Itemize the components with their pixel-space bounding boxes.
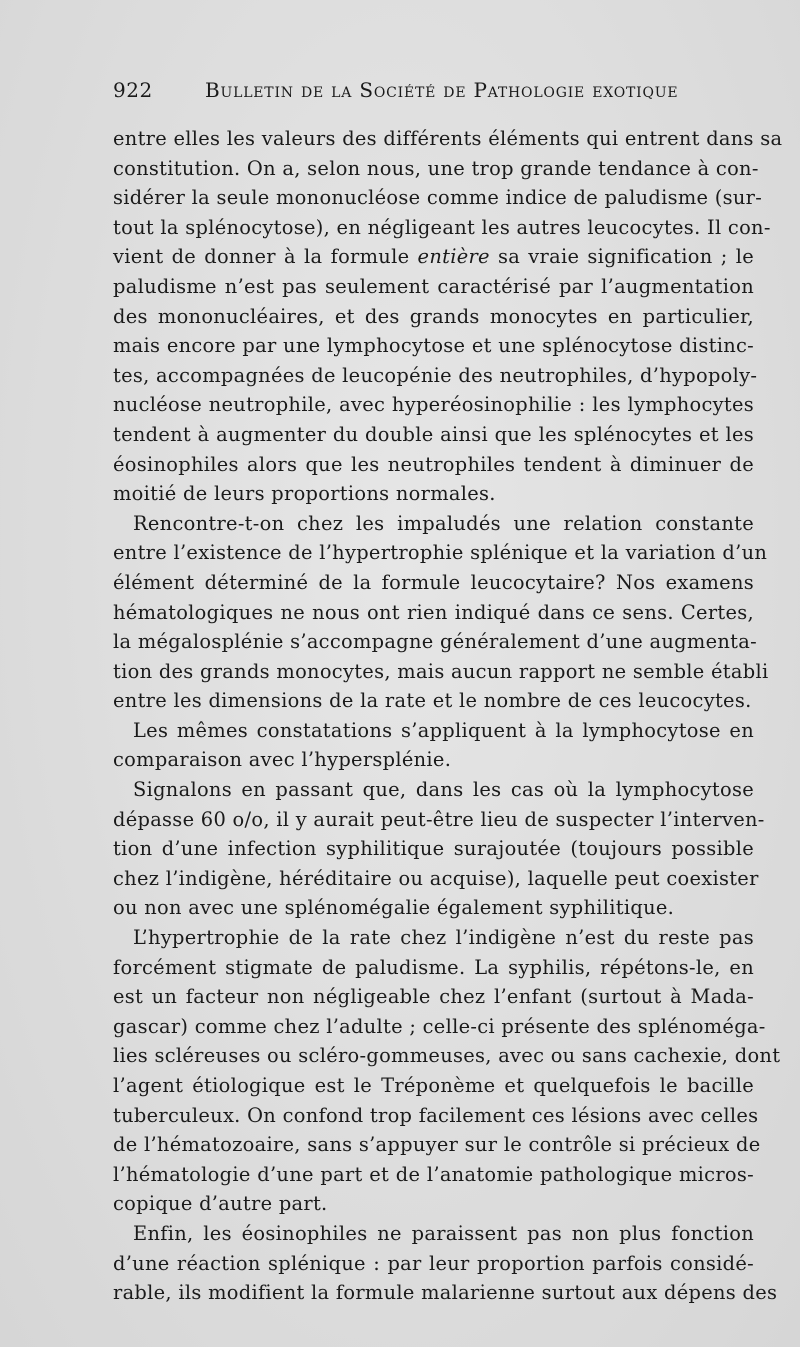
text-line: forcément stigmate de paludisme. La syphilis, répétons-le, en xyxy=(113,955,754,979)
text-line: de l’hématozoaire, sans s’appuyer sur le contrôle si précieux de xyxy=(113,1133,761,1157)
text-line: rable, ils modifient la formule malarienne surtout aux dépens des xyxy=(113,1281,778,1305)
text-line: Signalons en passant que, dans les cas où la lymphocytose xyxy=(133,778,754,802)
paragraph xyxy=(113,509,769,716)
text-line: d’une réaction splénique : par leur proportion parfois considé- xyxy=(113,1251,754,1275)
text-line: copique d’autre part. xyxy=(113,1192,328,1216)
text-line: mais encore par une lymphocytose et une splénocytose distinc- xyxy=(113,334,754,358)
text-line: la mégalosplénie s’accompagne généralement d’une augmenta- xyxy=(113,630,757,654)
running-title: Bulletin de la Société de Pathologie exotique xyxy=(205,78,679,102)
text-line: hématologiques ne nous ont rien indiqué dans ce sens. Certes, xyxy=(113,600,754,624)
text-line: vient de donner à la formule entière sa vraie signification ; le xyxy=(113,245,754,269)
text-line: Enfin, les éosinophiles ne paraissent pas non plus fonction xyxy=(133,1221,754,1245)
text-line: est un facteur non négligeable chez l’enfant (surtout à Mada- xyxy=(113,985,754,1009)
text-line: tendent à augmenter du double ainsi que les splénocytes et les xyxy=(113,422,754,446)
paragraph xyxy=(113,124,783,509)
text-line: entre elles les valeurs des différents éléments qui entrent dans sa xyxy=(113,127,783,150)
text-line: Les mêmes constatations s’appliquent à la lymphocytose en xyxy=(133,718,754,742)
text-line: lies scléreuses ou scléro-gommeuses, avec ou sans cachexie, dont xyxy=(113,1044,781,1068)
text-line: dépasse 60 o/o, il y aurait peut-être lieu de suspecter l’interven- xyxy=(113,807,765,831)
text-line: l’agent étiologique est le Tréponème et quelquefois le bacille xyxy=(113,1074,754,1097)
paragraph xyxy=(113,923,781,1219)
text-line: sidérer la seule mononucléose comme indice de paludisme (sur- xyxy=(113,186,763,210)
page-number: 922 xyxy=(113,78,153,102)
body-text xyxy=(113,124,783,1308)
paragraph xyxy=(113,775,765,923)
text-line: ou non avec une splénomégalie également syphilitique. xyxy=(113,896,675,920)
text-line: entre l’existence de l’hypertrophie splénique et la variation d’un xyxy=(113,541,768,565)
text-line: tion des grands monocytes, mais aucun rapport ne semble établi xyxy=(113,659,769,683)
text-line: tuberculeux. On confond trop facilement ces lésions avec celles xyxy=(113,1103,759,1127)
text-line: gascar) comme chez l’adulte ; celle-ci présente des splénoméga- xyxy=(113,1014,766,1038)
text-line: l’hématologie d’une part et de l’anatomie pathologique micros- xyxy=(113,1162,754,1186)
text-line: Rencontre-t-on chez les impaludés une relation constante xyxy=(133,511,754,535)
text-line: entre les dimensions de la rate et le nombre de ces leucocytes. xyxy=(113,689,752,713)
text-line: comparaison avec l’hypersplénie. xyxy=(113,748,452,772)
text-line: élément déterminé de la formule leucocytaire? Nos examens xyxy=(113,570,754,594)
text-line: tout la splénocytose), en négligeant les autres leucocytes. Il con- xyxy=(113,215,771,239)
text-line: moitié de leurs proportions normales. xyxy=(113,482,496,506)
text-line: des mononucléaires, et des grands monocytes en particulier, xyxy=(113,304,754,328)
text-line: nucléose neutrophile, avec hyperéosinophilie : les lymphocytes xyxy=(113,393,754,417)
text-line: L’hypertrophie de la rate chez l’indigène n’est du reste pas xyxy=(133,926,754,950)
text-line: éosinophiles alors que les neutrophiles tendent à diminuer de xyxy=(113,452,754,476)
text-line: paludisme n’est pas seulement caractérisé par l’augmentation xyxy=(113,274,754,298)
page-header xyxy=(113,78,713,108)
text-line: chez l’indigène, héréditaire ou acquise), laquelle peut coexister xyxy=(113,866,759,890)
paragraph xyxy=(113,716,754,775)
text-line: tes, accompagnées de leucopénie des neutrophiles, d’hypopoly- xyxy=(113,363,758,387)
paragraph xyxy=(113,1219,778,1308)
text-line: tion d’une infection syphilitique surajoutée (toujours possible xyxy=(113,837,754,861)
text-line: constitution. On a, selon nous, une trop grande tendance à con- xyxy=(113,156,759,180)
